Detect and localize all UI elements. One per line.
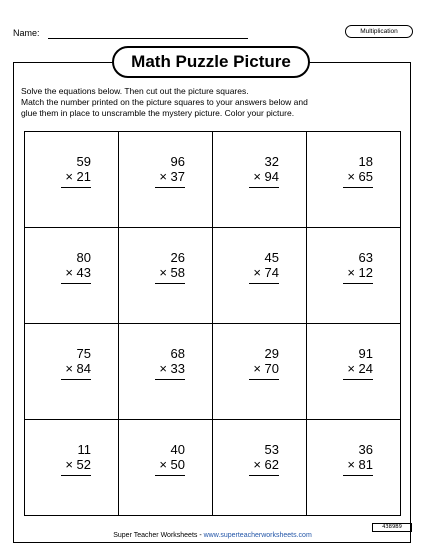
multiplication-problem <box>57 346 91 380</box>
multiplicand: 45 <box>264 250 279 265</box>
multiplier: × 81 <box>347 457 373 472</box>
multiplicand: 63 <box>358 250 373 265</box>
answer-line <box>249 187 279 188</box>
multiplication-problem <box>151 154 185 188</box>
multiplication-problem <box>151 250 185 284</box>
multiplier: × 21 <box>65 169 91 184</box>
multiplication-problem <box>245 346 279 380</box>
multiplicand: 59 <box>76 154 91 169</box>
answer-line <box>343 379 373 380</box>
multiplicand: 80 <box>76 250 91 265</box>
answer-line <box>61 283 91 284</box>
multiplicand: 36 <box>358 442 373 457</box>
multiplicand: 11 <box>77 442 91 457</box>
problem-cell <box>25 228 119 324</box>
multiplicand: 91 <box>358 346 373 361</box>
footer <box>0 532 425 539</box>
name-label: Name: <box>13 28 40 38</box>
instruction-line: Solve the equations below. Then cut out the picture squares. <box>21 86 249 96</box>
problem-cell <box>307 324 401 420</box>
answer-line <box>249 475 279 476</box>
problem-cell <box>119 324 213 420</box>
multiplier: × 65 <box>347 169 373 184</box>
answer-line <box>61 379 91 380</box>
multiplication-problem <box>57 442 91 476</box>
multiplication-problem <box>339 154 373 188</box>
multiplier: × 24 <box>347 361 373 376</box>
page-title: Math Puzzle Picture <box>112 46 310 78</box>
subject-badge: Multiplication <box>345 25 413 38</box>
problem-cell <box>119 228 213 324</box>
answer-line <box>155 475 185 476</box>
answer-line <box>61 475 91 476</box>
multiplication-problem <box>151 346 185 380</box>
multiplier: × 12 <box>347 265 373 280</box>
multiplicand: 68 <box>170 346 185 361</box>
answer-line <box>155 283 185 284</box>
multiplier: × 84 <box>65 361 91 376</box>
problem-cell <box>213 324 307 420</box>
problem-cell <box>25 324 119 420</box>
answer-line <box>155 187 185 188</box>
multiplication-problem <box>245 154 279 188</box>
multiplier: × 70 <box>253 361 279 376</box>
problem-cell <box>213 228 307 324</box>
problem-cell <box>307 132 401 228</box>
multiplication-problem <box>57 250 91 284</box>
multiplier: × 58 <box>159 265 185 280</box>
multiplicand: 32 <box>264 154 279 169</box>
problem-cell <box>119 132 213 228</box>
name-line[interactable] <box>48 38 248 39</box>
problem-cell <box>307 420 401 516</box>
problem-cell <box>25 132 119 228</box>
answer-line <box>343 187 373 188</box>
answer-line <box>249 283 279 284</box>
multiplication-problem <box>339 442 373 476</box>
multiplication-problem <box>151 442 185 476</box>
problem-cell <box>119 420 213 516</box>
multiplier: × 37 <box>159 169 185 184</box>
footer-site-name: Super Teacher Worksheets - <box>113 532 204 539</box>
problem-grid <box>24 131 401 516</box>
answer-line <box>249 379 279 380</box>
answer-line <box>155 379 185 380</box>
answer-line <box>343 283 373 284</box>
multiplication-problem <box>245 250 279 284</box>
problem-cell <box>213 132 307 228</box>
multiplicand: 40 <box>170 442 185 457</box>
multiplicand: 29 <box>264 346 279 361</box>
instruction-line: glue them in place to unscramble the mystery picture. Color your picture. <box>21 108 295 118</box>
answer-line <box>61 187 91 188</box>
multiplication-problem <box>339 346 373 380</box>
worksheet-code: 4389B9 <box>372 523 412 532</box>
multiplier: × 94 <box>253 169 279 184</box>
answer-line <box>343 475 373 476</box>
problem-cell <box>213 420 307 516</box>
problem-cell <box>307 228 401 324</box>
multiplicand: 96 <box>170 154 185 169</box>
multiplier: × 52 <box>65 457 91 472</box>
instruction-line: Match the number printed on the picture squares to your answers below and <box>21 97 308 107</box>
multiplication-problem <box>339 250 373 284</box>
problem-cell <box>25 420 119 516</box>
instructions <box>21 86 401 119</box>
multiplier: × 50 <box>159 457 185 472</box>
multiplication-problem <box>57 154 91 188</box>
footer-url[interactable]: www.superteacherworksheets.com <box>203 532 312 539</box>
multiplicand: 26 <box>170 250 185 265</box>
multiplication-problem <box>245 442 279 476</box>
multiplicand: 53 <box>264 442 279 457</box>
multiplicand: 75 <box>76 346 91 361</box>
multiplier: × 43 <box>65 265 91 280</box>
multiplicand: 18 <box>358 154 373 169</box>
multiplier: × 62 <box>253 457 279 472</box>
multiplier: × 74 <box>253 265 279 280</box>
multiplier: × 33 <box>159 361 185 376</box>
